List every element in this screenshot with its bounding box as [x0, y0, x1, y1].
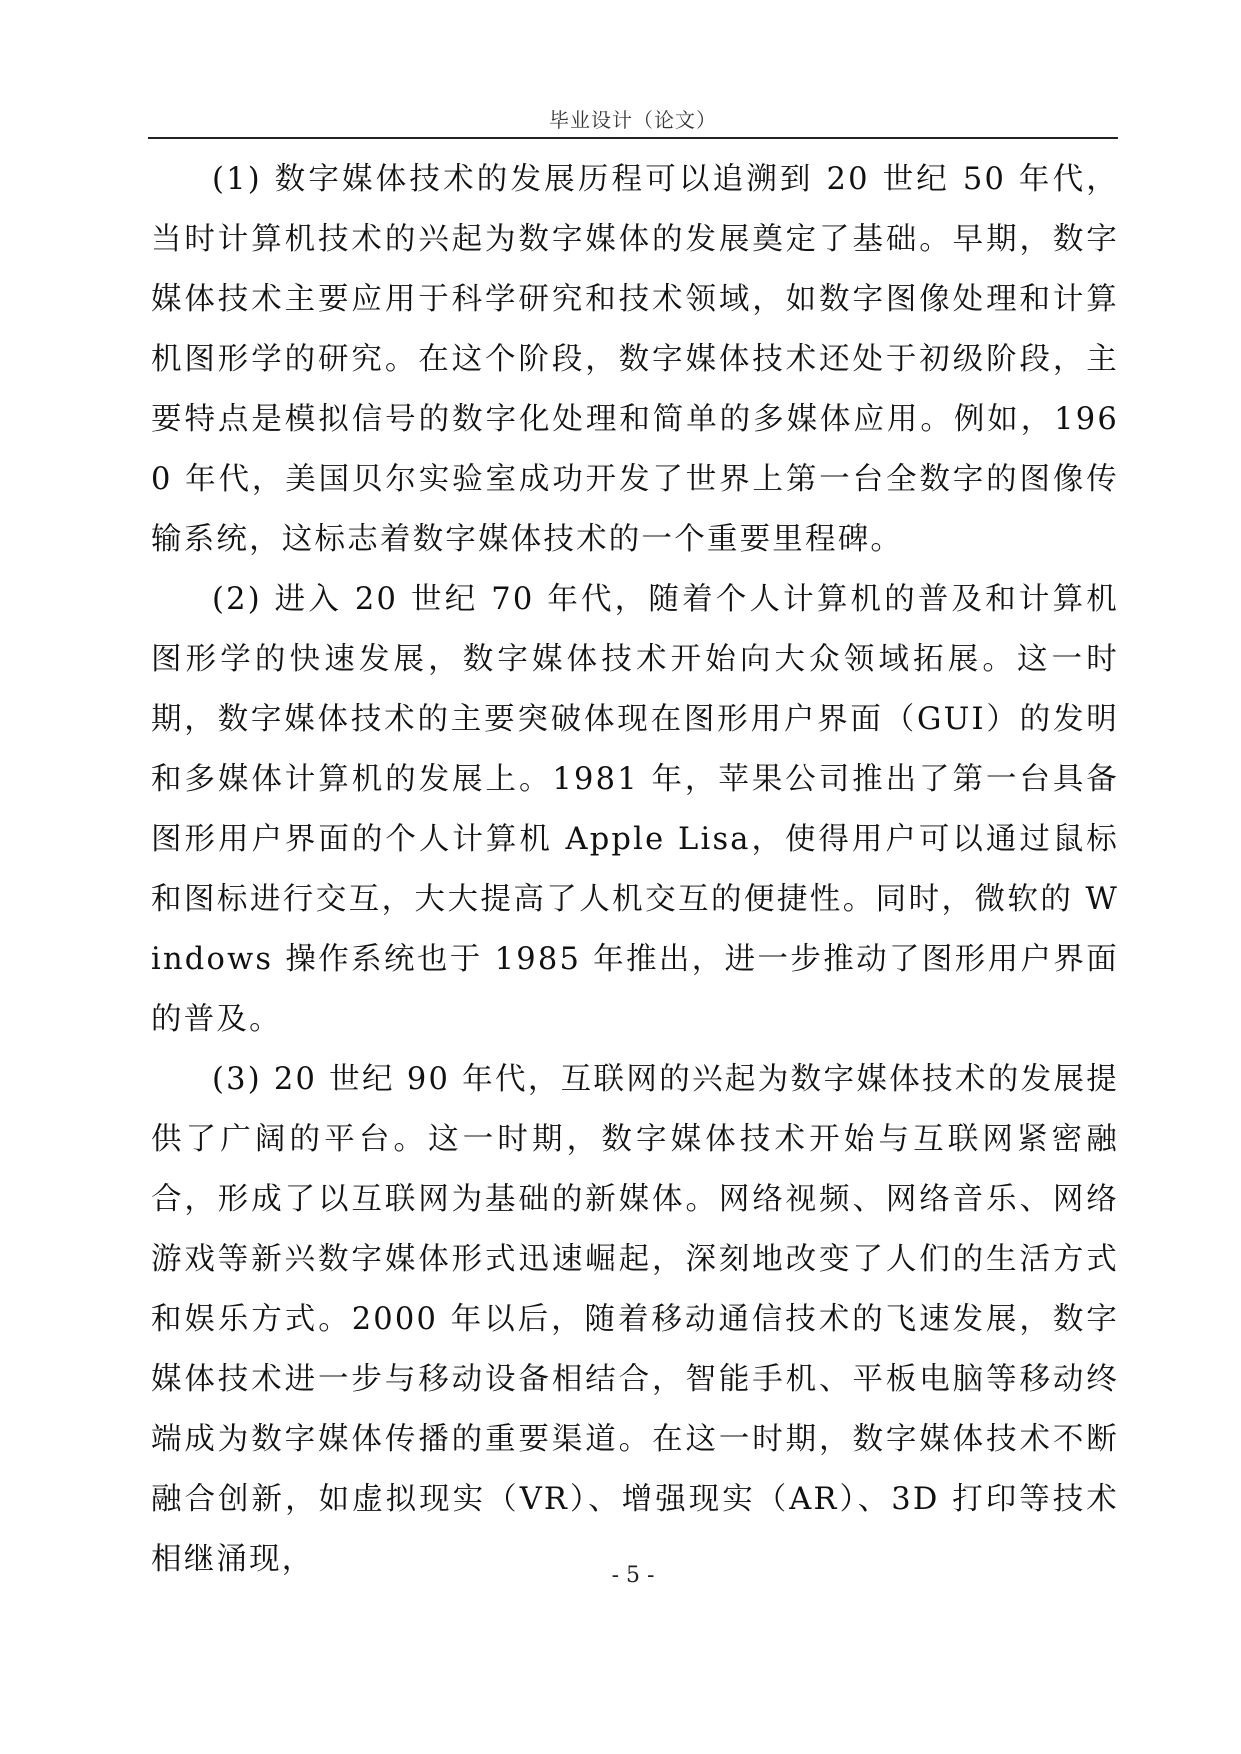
- paragraph-1: (1) 数字媒体技术的发展历程可以追溯到 20 世纪 50 年代，当时计算机技术的兴起为数字媒体的发展奠定了基础。早期，数字媒体技术主要应用于科学研究和技术领域，如数字图像处理和计算机图形学的研究。在这个阶段，数字媒体技术还处于初级阶段，主要特点是模拟信号的数字化处理和简单的多媒体应用。例如，1960 年代，美国贝尔实验室成功开发了世界上第一台全数字的图像传输系统，这标志着数字媒体技术的一个重要里程碑。: [151, 162, 1119, 557]
- paragraph-2: (2) 进入 20 世纪 70 年代，随着个人计算机的普及和计算机图形学的快速发展，数字媒体技术开始向大众领域拓展。这一时期，数字媒体技术的主要突破体现在图形用户界面（GUI）的发明和多媒体计算机的发展上。1981 年，苹果公司推出了第一台具备图形用户界面的个人计算机 Apple Lisa，使得用户可以通过鼠标和图标进行交互，大大提高了人机交互的便捷性。同时，微软的 Windows 操作系统也于 1985 年推出，进一步推动了图形用户界面的普及。: [151, 582, 1119, 1037]
- document-body: [151, 150, 1119, 1590]
- page-header: 毕业设计（论文）: [549, 108, 717, 132]
- paragraph-3: (3) 20 世纪 90 年代，互联网的兴起为数字媒体技术的发展提供了广阔的平台。这一时期，数字媒体技术开始与互联网紧密融合，形成了以互联网为基础的新媒体。网络视频、网络音乐、网络游戏等新兴数字媒体形式迅速崛起，深刻地改变了人们的生活方式和娱乐方式。2000 年以后，随着移动通信技术的飞速发展，数字媒体技术进一步与移动设备相结合，智能手机、平板电脑等移动终端成为数字媒体传播的重要渠道。在这一时期，数字媒体技术不断融合创新，如虚拟现实（VR）、增强现实（AR）、3D 打印等技术相继涌现，: [151, 1062, 1119, 1577]
- header-divider: [148, 137, 1118, 139]
- page-number: - 5 -: [611, 1563, 655, 1588]
